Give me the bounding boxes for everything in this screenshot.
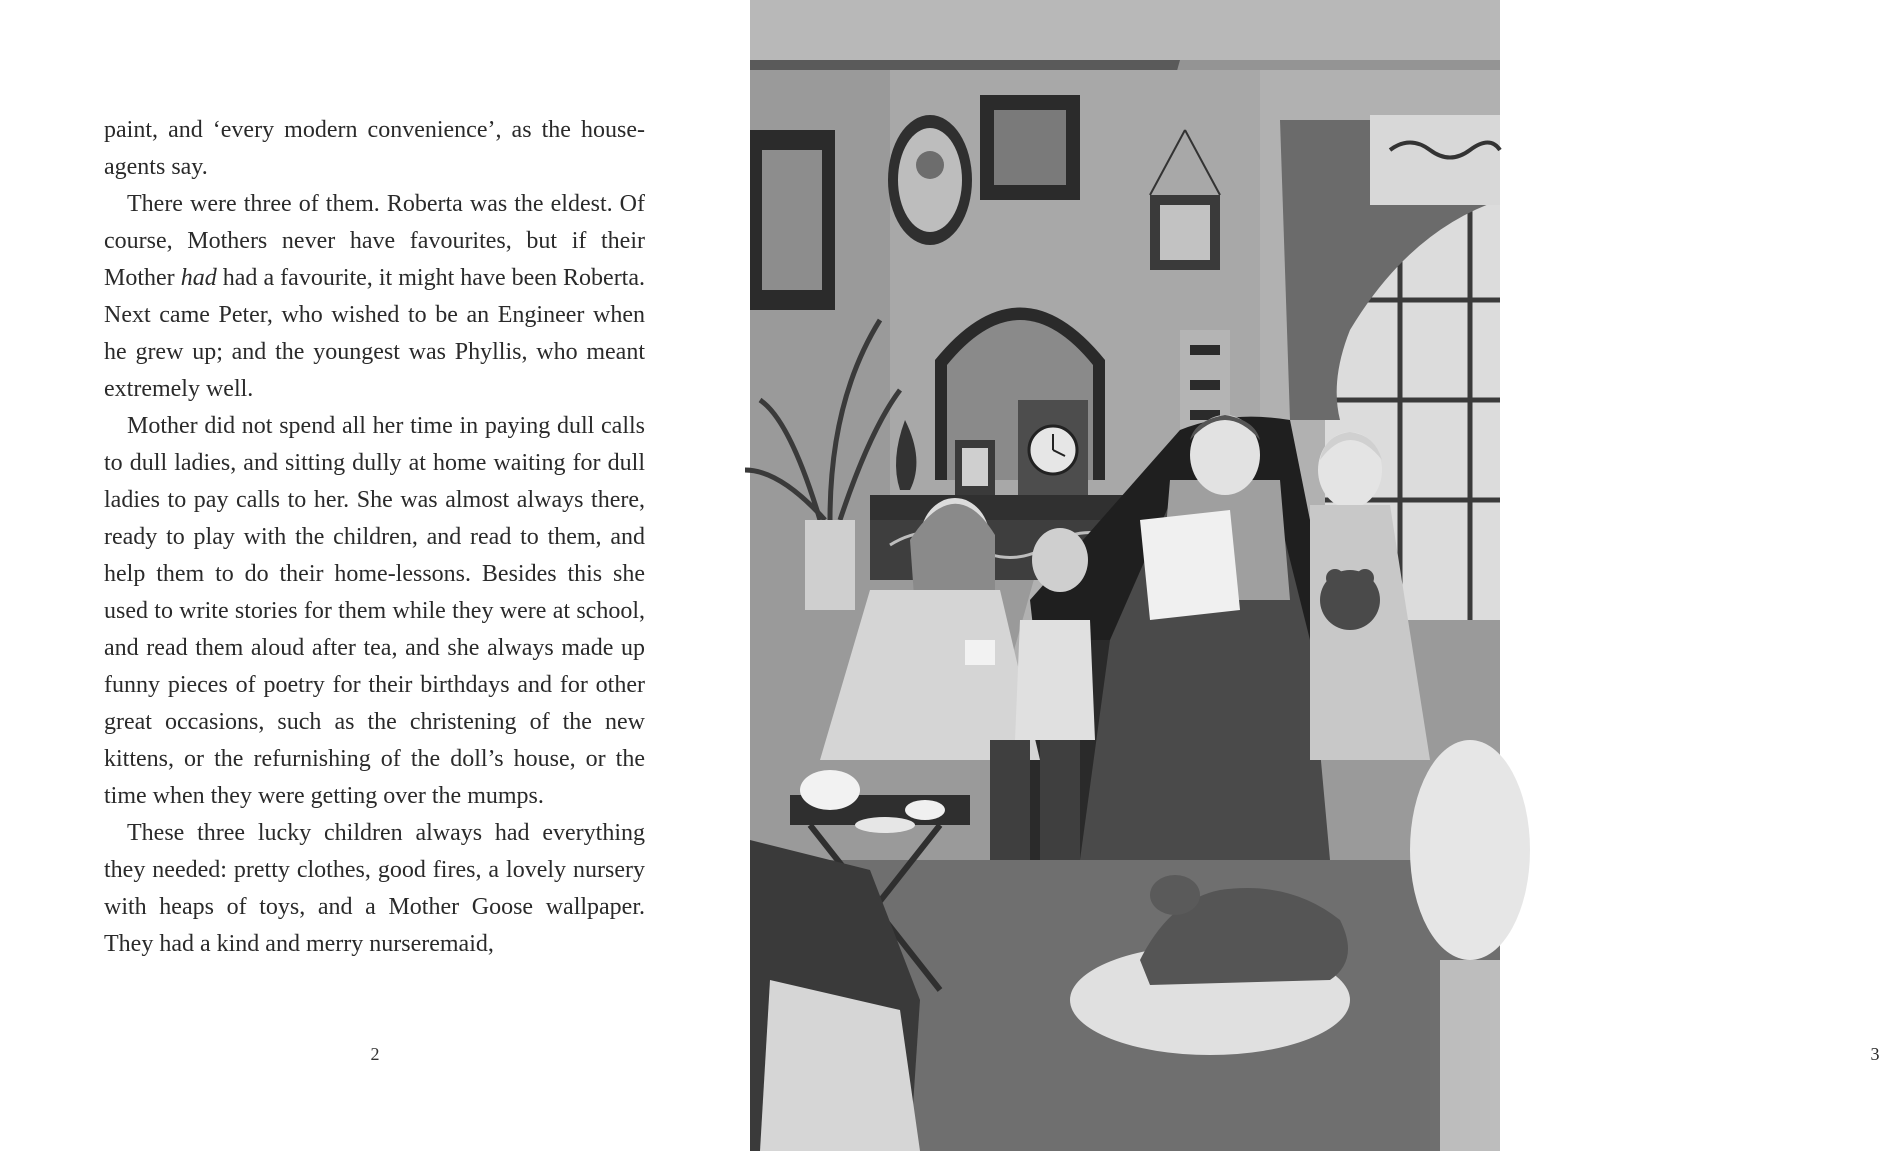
lamp	[1410, 740, 1530, 960]
emphasis-text: had	[180, 265, 217, 291]
text-run: Mother did not spend all her time in paying dull calls to dull ladies, and sitting dully at home waiting for dull ladies to pay calls to her. She was almost always there, ready to play with the children, and read to them, and help them to do their home-lessons. Besides this she used to write stories for them while they were at school, and read them aloud after tea, and she always made up funny pieces of poetry for their birthdays and for other great occasions, such as the christening of the new kittens, or the refurnishing of the doll’s house, or the time when they were getting over the mumps.	[104, 413, 645, 809]
paper-sheet	[1140, 510, 1240, 620]
paragraph	[104, 815, 645, 963]
illustration	[750, 0, 1500, 1151]
paragraph	[104, 408, 645, 815]
body-text	[104, 112, 645, 963]
page-number-left: 2	[370, 1044, 380, 1064]
left-page	[0, 0, 750, 1151]
page-number-right: 3	[1870, 1044, 1880, 1064]
text-run: had a favourite, it might have been Roberta. Next came Peter, who wished to be an Engineer when he grew up; and the youngest was Phyllis, who meant extremely well.	[104, 265, 646, 402]
boy-figure	[1015, 620, 1095, 740]
text-run: paint, and ‘every modern convenience’, as the house-agents say.	[104, 117, 645, 180]
teapot	[800, 770, 860, 810]
paragraph	[104, 186, 645, 408]
text-run: These three lucky children always had everything they needed: pretty clothes, good fires, a lovely nursery with heaps of toys, and a Mother Goose wallpaper. They had a kind and merry nurseremaid,	[104, 820, 645, 957]
right-page	[750, 0, 1880, 1151]
text-run: There were three of them. Roberta was the eldest. Of course, Mothers never have favourites, but if their Mother	[104, 191, 645, 291]
paragraph	[104, 112, 645, 186]
